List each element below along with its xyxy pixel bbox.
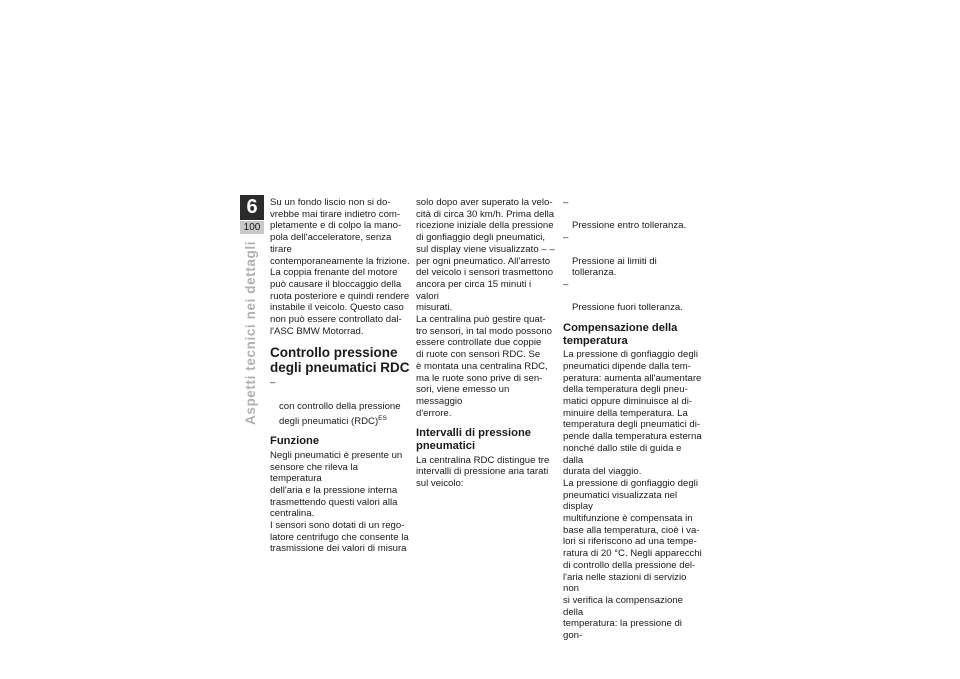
list-item-text: Pressione entro tolleranza.: [572, 220, 687, 232]
list-item-text: Pressione ai limiti di tolleranza.: [572, 255, 657, 279]
section-title-vertical: Aspetti tecnici nei dettagli: [243, 240, 258, 425]
paragraph: Negli pneumatici è presente un sensore che rileva la temperatura dell'aria e la pressione interna trasmettendo questi valori alla centralina. I sensori sono dotati di un rego- latore centrifugo che consente la trasmissione dei valori di misura: [270, 449, 409, 555]
paragraph: La pressione di gonfiaggio degli pneumatici dipende dalla tem- peratura: aumenta all'aumentare della temperatura degli pneu- matici oppure diminuisce al di- minuire della temperatura. La temperatura degli pneumatici di- pende dalla temperatura esterna nonché dallo stile di guida e dalla durata del viaggio. La pressione di gonfiaggio degli pneumatici visualizzata nel display multifunzione è compensata in base alla temperatura, cioè i va- lori si riferiscono ad una tempe- ratura di 20 °C. Negli apparecchi di controllo della pressione del- l'aria nelle stazioni di servizio non si verifica la compensazione della temperatura: la pressione di gon-: [563, 349, 702, 642]
paragraph: La centralina RDC distingue tre intervalli di pressione aria tarati sul veicolo:: [416, 454, 550, 489]
text-column-3: [563, 197, 703, 642]
chapter-tab: [240, 195, 264, 241]
list-item: [563, 197, 703, 232]
dash-bullet: –: [563, 278, 569, 290]
text-column-2: [416, 197, 556, 490]
heading-funzione: Funzione: [270, 435, 320, 448]
list-item-text: Pressione fuori tolleranza.: [572, 302, 683, 314]
heading-intervalli: Intervalli di pressione pneumatici: [416, 427, 532, 452]
paragraph: Su un fondo liscio non si do- vrebbe mai tirare indietro com- pletamente e di colpo la mano- pola dell'acceleratore, senza tirare contemporaneamente la frizione. La coppia frenante del motore può causare il bloccaggio della ruota posteriore e quindi rendere instabile il veicolo. Questo caso non può essere controllato dal- l'ASC BMW Motorrad.: [270, 197, 410, 337]
paragraph: solo dopo aver superato la velo- cità di circa 30 km/h. Prima della ricezione iniziale della pressione di gonfiaggio degli pneumatici, sul display viene visualizzato – – per ogni pneumatico. All'arresto del veicolo i sensori trasmettono ancora per circa 15 minuti i valori misurati. La centralina può gestire quat- tro sensori, in tal modo possono essere controllate due coppie di ruote con sensori RDC. Se è montata una centralina RDC, ma le ruote sono prive di sen- sori, viene emesso un messaggio d'errore.: [416, 197, 555, 419]
dash-bullet: –: [563, 232, 569, 244]
chapter-number: 6: [240, 195, 264, 220]
heading-compensazione: Compensazione della temperatura: [563, 322, 678, 347]
text-column-1: [270, 197, 410, 555]
list-item: [563, 279, 703, 314]
page-number: 100: [240, 221, 264, 234]
list-item: [563, 232, 703, 279]
dash-bullet: –: [563, 197, 569, 208]
list-item-text: con controllo della pressione degli pneumatici (RDC): [279, 400, 401, 427]
option-superscript: ES: [378, 414, 387, 422]
dash-bullet: –: [270, 377, 276, 389]
list-item: [270, 377, 410, 427]
heading-rdc: Controllo pressione degli pneumatici RDC: [270, 345, 410, 376]
